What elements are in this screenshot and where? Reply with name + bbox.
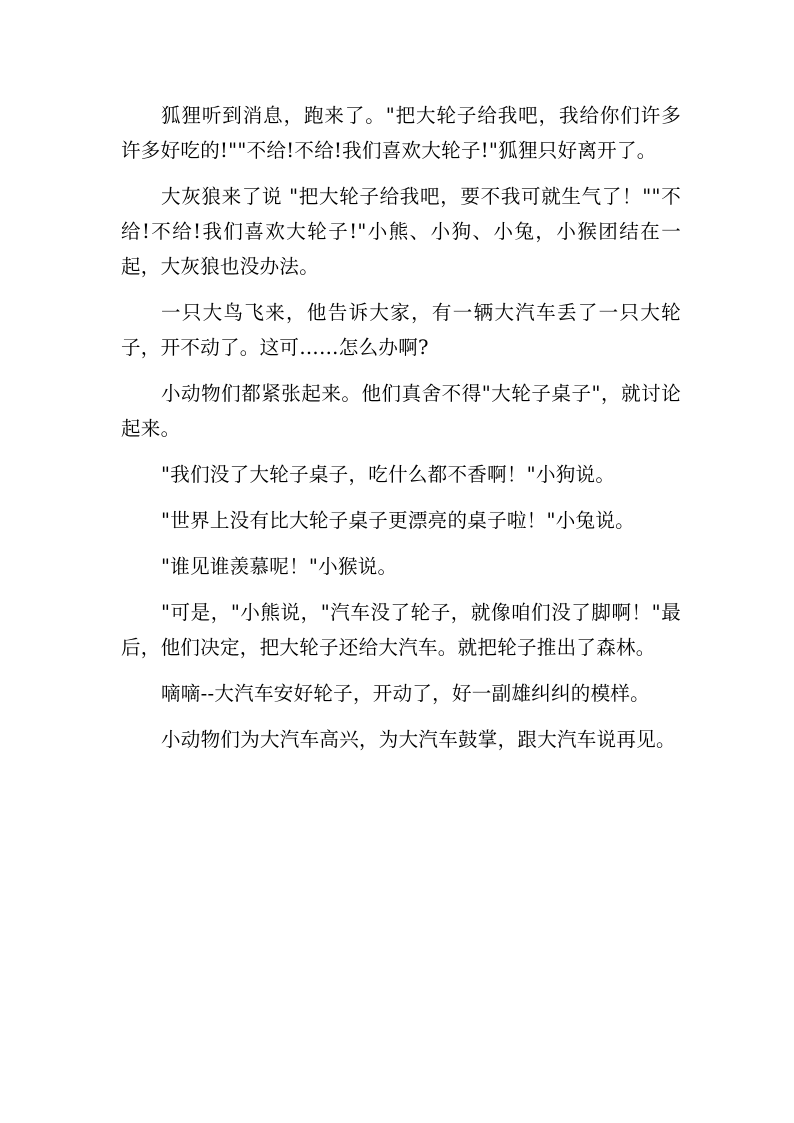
paragraph-rabbit: "世界上没有比大轮子桌子更漂亮的桌子啦！"小兔说。 — [161, 509, 635, 532]
paragraph-car: 嘀嘀--大汽车安好轮子，开动了，好一副雄纠纠的模样。 — [161, 682, 650, 705]
paragraph-bird: 一只大鸟飞来，他告诉大家，有一辆大汽车丢了一只大轮子，开不动了。这可……怎么办啊? — [121, 301, 681, 359]
paragraph-wolf: 大灰狼来了说 "把大轮子给我吧，要不我可就生气了！""不给!不给!我们喜欢大轮子!"小熊、小狗、小兔，小猴团结在一起，大灰狼也没办法。 — [121, 185, 681, 278]
document-body — [121, 98, 681, 768]
paragraph-monkey: "谁见谁羡慕呢！"小猴说。 — [161, 555, 398, 578]
paragraph-bear: "可是，"小熊说，"汽车没了轮子，就像咱们没了脚啊！"最后，他们决定，把大轮子还给大汽车。就把轮子推出了森林。 — [121, 601, 681, 659]
paragraph-dog: "我们没了大轮子桌子，吃什么都不香啊！"小狗说。 — [161, 463, 616, 486]
paragraph-fox: 狐狸听到消息，跑来了。"把大轮子给我吧，我给你们许多许多好吃的!""不给!不给!我们喜欢大轮子!"狐狸只好离开了。 — [121, 104, 681, 162]
paragraph-discussion: 小动物们都紧张起来。他们真舍不得"大轮子桌子"，就讨论起来。 — [121, 382, 681, 440]
paragraph-ending: 小动物们为大汽车高兴，为大汽车鼓掌，跟大汽车说再见。 — [161, 728, 676, 751]
